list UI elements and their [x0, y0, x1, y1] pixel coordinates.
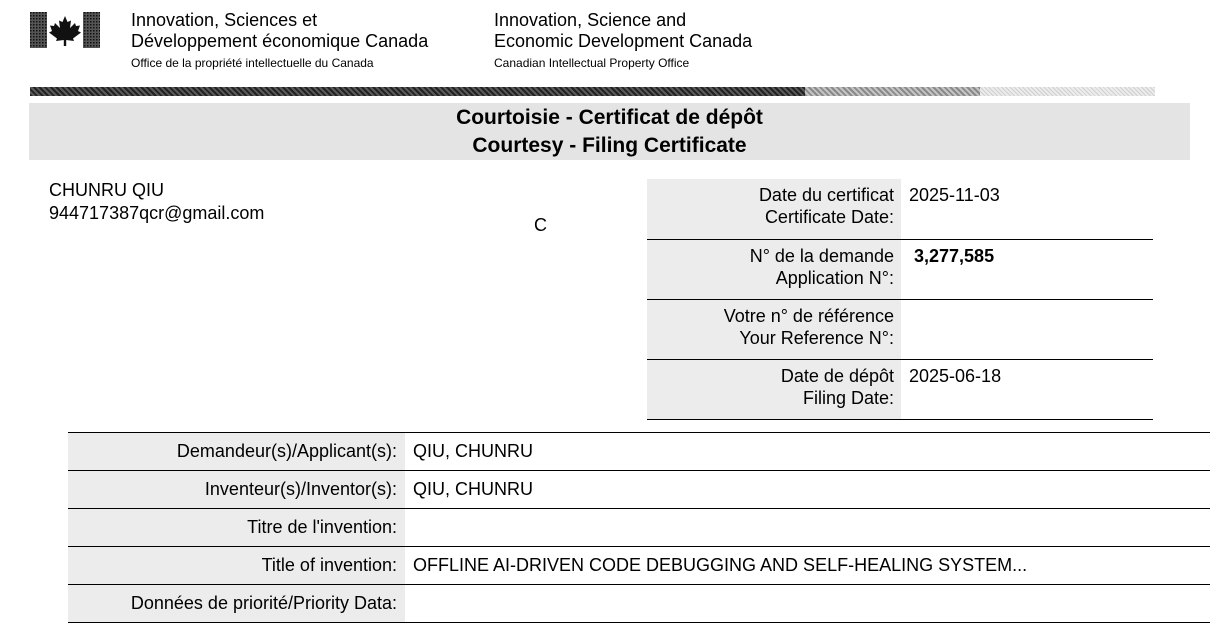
applicants-row [68, 433, 1210, 471]
header-en-office: Canadian Intellectual Property Office [494, 56, 690, 70]
title-fr-value [405, 509, 1210, 546]
certificate-info-table [647, 179, 1153, 420]
application-number-value: 3,277,585 [914, 246, 995, 266]
applicants-label: Demandeur(s)/Applicant(s): [68, 433, 405, 470]
priority-data-row [68, 585, 1210, 623]
reference-number-row [647, 300, 1153, 360]
recipient-address [49, 179, 264, 225]
title-fr-label: Titre de l'invention: [68, 509, 405, 546]
reference-number-label: Votre n° de référence Your Reference N°: [647, 300, 901, 359]
header-en [494, 10, 752, 70]
canada-flag-logo [30, 12, 100, 48]
title-en-value: OFFLINE AI-DRIVEN CODE DEBUGGING AND SELF-HEALING SYSTEM... [413, 555, 1028, 575]
title-banner [29, 103, 1190, 160]
certificate-date-value: 2025-11-03 [909, 185, 1000, 205]
application-number-row [647, 240, 1153, 300]
certificate-date-label: Date du certificat Certificate Date: [647, 179, 901, 239]
title-en-row [68, 547, 1210, 585]
header-fr-line1: Innovation, Sciences et [131, 10, 318, 30]
header-fr [131, 10, 428, 70]
priority-data-value [405, 585, 1210, 622]
maple-leaf-icon [49, 16, 81, 46]
application-details-table [68, 432, 1210, 623]
filing-date-label: Date de dépôt Filing Date: [647, 360, 901, 419]
priority-data-label: Données de priorité/Priority Data: [68, 585, 405, 622]
title-en-label: Title of invention: [68, 547, 405, 584]
header-fr-line2: Développement économique Canada [131, 31, 429, 51]
header-en-line2: Economic Development Canada [494, 31, 753, 51]
recipient-name: CHUNRU QIU [49, 180, 164, 200]
recipient-country: C [534, 215, 547, 235]
header-en-line1: Innovation, Science and [494, 10, 687, 30]
inventors-label: Inventeur(s)/Inventor(s): [68, 471, 405, 508]
certificate-date-row [647, 179, 1153, 240]
filing-date-value: 2025-06-18 [909, 366, 1002, 386]
applicants-value: QIU, CHUNRU [413, 441, 533, 461]
reference-number-value [901, 300, 1153, 359]
title-fr: Courtoisie - Certificat de dépôt [456, 106, 763, 129]
filing-date-row [647, 360, 1153, 420]
recipient-email: 944717387qcr@gmail.com [49, 203, 265, 223]
header-fr-office: Office de la propriété intellectuelle du Canada [131, 56, 374, 70]
inventors-row [68, 471, 1210, 509]
inventors-value: QIU, CHUNRU [413, 479, 533, 499]
header-divider-stripe [30, 87, 1155, 96]
application-number-label: N° de la demande Application N°: [647, 240, 901, 299]
title-en: Courtesy - Filing Certificate [472, 134, 747, 157]
title-fr-row [68, 509, 1210, 547]
